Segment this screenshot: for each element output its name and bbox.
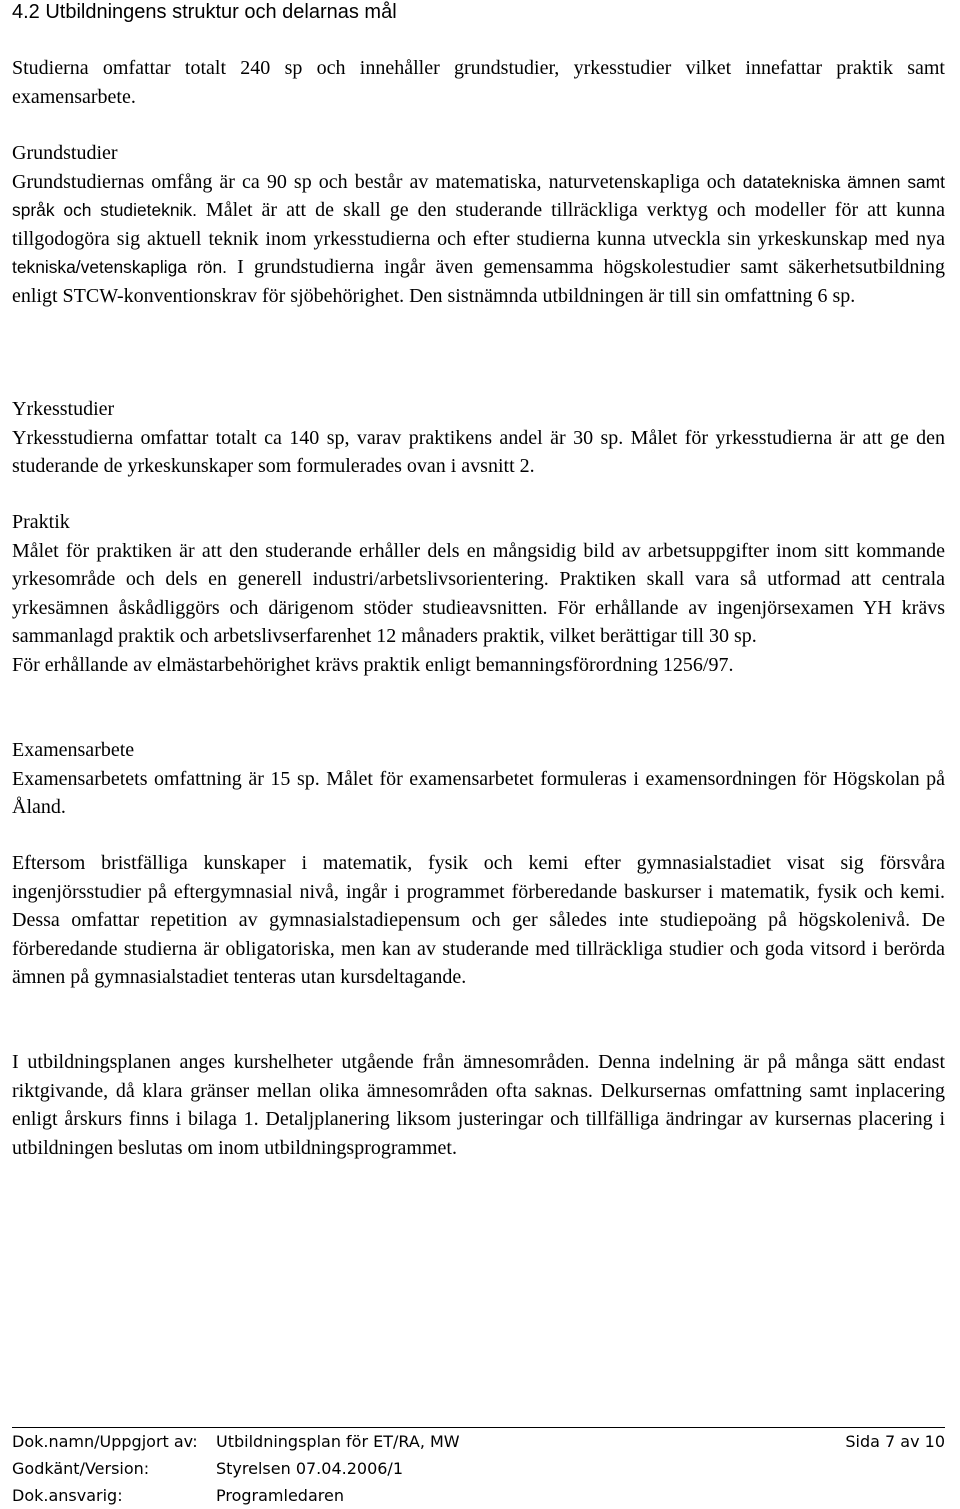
footer-responsible-value: Programledaren <box>216 1486 344 1505</box>
examensarbete-title: Examensarbete <box>12 739 135 761</box>
footer-approved-value: Styrelsen 07.04.2006/1 <box>216 1459 403 1478</box>
yrkesstudier-paragraph: Yrkesstudierna omfattar totalt ca 140 sp, varav praktikens andel är 30 sp. Målet för yrkesstudierna är att ge den studerande de yrkeskunskaper som formulerades ovan i avsnitt 2. <box>12 426 945 478</box>
footer-row-responsible <box>12 1482 945 1509</box>
grundstudier-section <box>12 139 945 311</box>
yrkesstudier-title: Yrkesstudier <box>12 398 115 420</box>
footer-doc-value: Utbildningsplan för ET/RA, MW <box>216 1432 460 1451</box>
grundstudier-text-2: datatekniska ämnen samt språk och studieteknik. <box>12 171 946 221</box>
grundstudier-text-3: Målet är att de skall ge den studerande tillräckliga verktyg och modeller för att kunna tillgodogöra sig aktuell teknik inom yrkesstudierna och efter studierna kunna utveckla sin yrkeskunskap med nya <box>12 199 945 250</box>
praktik-section <box>12 508 945 680</box>
examensarbete-section <box>12 736 945 822</box>
baskurser-paragraph: Eftersom bristfälliga kunskaper i matematik, fysik och kemi efter gymnasialstadiet visat sig försvåra ingenjörsstudier på eftergymnasial nivå, ingår i programmet förberedande baskurser i matematik, fysik och kemi. Dessa omfattar repetition av gymnasialstadiepensum och ger således inte studiepoäng på högskolenivå. De förberedande studierna är obligatoriska, men kan av studerande med tillräckliga studier och goda vitsord i berörda ämnen på gymnasialstadiet tenteras utan kursdeltagande. <box>12 852 945 989</box>
praktik-paragraph: Målet för praktiken är att den studerande erhåller dels en mångsidig bild av arbetsuppgifter inom sitt kommande yrkesområde och dels en generell industri/arbetslivsorientering. Praktiken skall vara så utformad att centrala yrkesämnen åskådliggörs och därigenom stöder studieavsnitten. För erhållande av ingenjörsexamen YH krävs sammanlagd praktik och arbetslivserfarenhet 12 månaders praktik, vilket berättigar till 30 sp. <box>12 539 945 648</box>
praktik-paragraph-2: För erhållande av elmästarbehörighet krävs praktik enligt bemanningsförordning 1256/97. <box>12 653 734 676</box>
intro-paragraph: Studierna omfattar totalt 240 sp och innehåller grundstudier, yrkesstudier vilket innefattar praktik samt examensarbete. <box>12 57 945 108</box>
utbildningsplan-paragraph: I utbildningsplanen anges kurshelheter utgående från ämnesområden. Denna indelning är på många sätt endast riktgivande, då klara gränser mellan olika ämnesområden ofta saknas. Delkursernas omfattning samt inplacering enligt årskurs finns i bilaga 1. Detaljplanering liksom justeringar och tillfälliga ändringar av kursernas placering i utbildningen beslutas om inom utbildningsprogrammet. <box>12 1051 945 1159</box>
footer-page-number: Sida 7 av 10 <box>845 1432 945 1451</box>
footer-approved-label: Godkänt/Version: <box>12 1459 150 1478</box>
grundstudier-text-1: Grundstudiernas omfång är ca 90 sp och består av matematiska, naturvetenskapliga och <box>12 170 736 193</box>
footer-doc-label: Dok.namn/Uppgjort av: <box>12 1432 198 1451</box>
footer-row-approved <box>12 1455 945 1482</box>
examensarbete-paragraph: Examensarbetets omfattning är 15 sp. Målet för examensarbetet formuleras i examensordningen för Högskolan på Åland. <box>12 767 945 819</box>
grundstudier-text-4: tekniska/vetenskapliga rön. <box>12 257 227 278</box>
grundstudier-title: Grundstudier <box>12 142 118 164</box>
section-heading: 4.2 Utbildningens struktur och delarnas mål <box>12 1 397 23</box>
page-footer <box>12 1427 945 1509</box>
grundstudier-paragraph <box>12 168 945 311</box>
grundstudier-text-5: I grundstudierna ingår även gemensamma högskolestudier samt säkerhetsutbildning enligt STCW-konventionskrav för sjöbehörighet. Den sistnämnda utbildningen är till sin omfattning 6 sp. <box>12 256 945 307</box>
footer-responsible-label: Dok.ansvarig: <box>12 1486 123 1505</box>
footer-row-document <box>12 1428 945 1455</box>
praktik-title: Praktik <box>12 511 70 533</box>
yrkesstudier-section <box>12 395 945 481</box>
